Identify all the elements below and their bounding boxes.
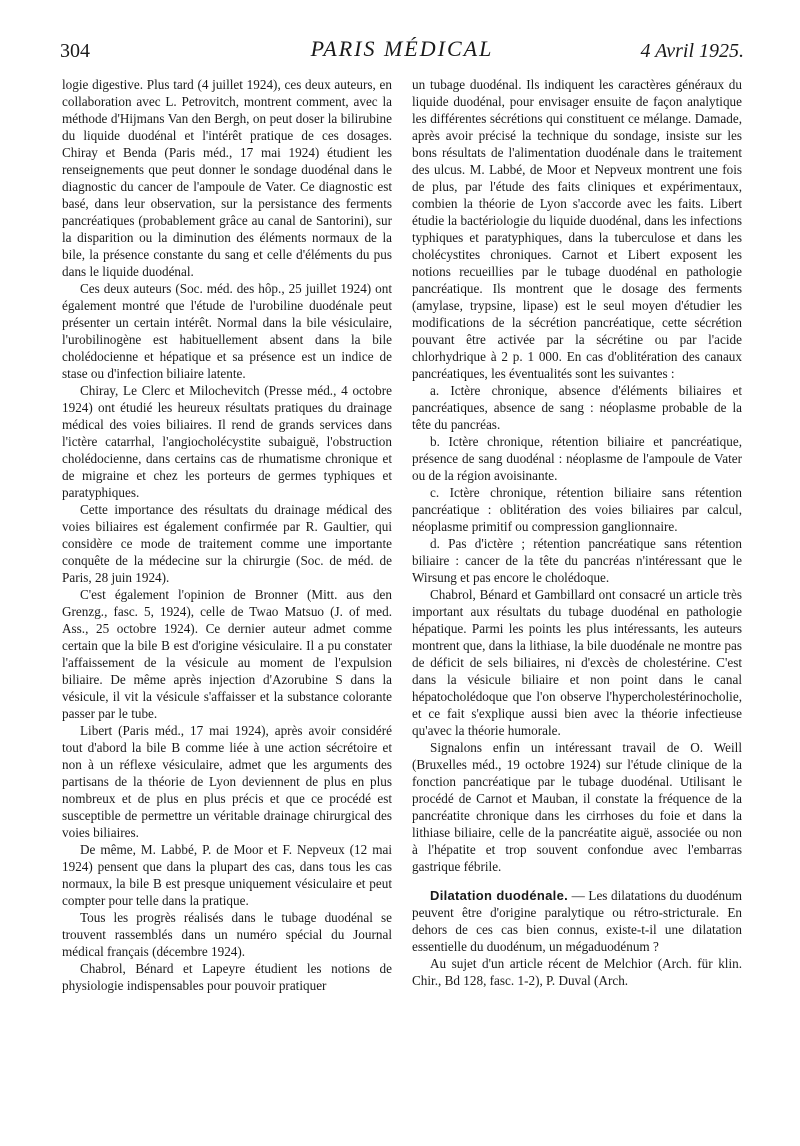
section-paragraph [412,887,742,955]
right-column [412,76,742,989]
paragraph: Au sujet d'un article récent de Melchior (Arch. für klin. Chir., Bd 128, fasc. 1-2), P. Duval (Arch. [412,956,742,988]
list-item-d: d. Pas d'ictère ; rétention pancréatique sans rétention biliaire : cancer de la tête du pancréas n'intéressant que le Wirsung et pas encore le cholédoque. [412,536,742,585]
list-item-b: b. Ictère chronique, rétention biliaire et pancréatique, présence de sang duodénal : néoplasme de l'ampoule de Vater ou de la région avoisinante. [412,434,742,483]
section-gap [412,875,742,887]
paragraph: Libert (Paris méd., 17 mai 1924), après avoir considéré tout d'abord la bile B comme liée à une action sécrétoire et non à un réflexe vésiculaire, admet que les arguments des partisans de la théorie de Lyon deviennent de plus en plus nombreux et de plus en plus précis et que ce procédé est susceptible de permettre un véritable drainage chirurgical des voies biliaires. [62,723,392,840]
paragraph: Signalons enfin un intéressant travail de O. Weill (Bruxelles méd., 19 octobre 1924) sur l'étude clinique de la fonction pancréatique par le tubage duodénal. Utilisant le procédé de Carnot et Mauban, il constate la fréquence de la pancréatite chronique dans les cirrhoses du foie et dans la lithiase biliaire, celle de la pancréatite aiguë, associée ou non à l'hépatite et trop souvent confondue avec l'embarras gastrique fébrile. [412,740,742,874]
paragraph: Cette importance des résultats du drainage médical des voies biliaires est également confirmée par R. Gaultier, qui considère ce mode de traitement comme une importante conquête de la médecine sur la chirurgie (Soc. de méd. de Paris, 28 juin 1924). [62,502,392,585]
paragraph: De même, M. Labbé, P. de Moor et F. Nepveux (12 mai 1924) pensent que dans la plupart des cas, dans tous les cas normaux, la bile B est presque uniquement vésiculaire et peut compter pour telle dans la pratique. [62,842,392,908]
paragraph: Ces deux auteurs (Soc. méd. des hôp., 25 juillet 1924) ont également montré que l'étude de l'urobiline duodénale peut présenter un certain intérêt. Normal dans la bile vésiculaire, l'urobilinogène est habituellement absent dans la bile cholédocienne et hépatique et sa présence est un indice de stase ou d'infection biliaire latente. [62,281,392,381]
list-item-a: a. Ictère chronique, absence d'éléments biliaires et pancréatiques, absence de sang : néoplasme probable de la tête du pancréas. [412,383,742,432]
paragraph: C'est également l'opinion de Bronner (Mitt. aus den Grenzg., fasc. 5, 1924), celle de Twao Matsuo (J. of med. Ass., 25 octobre 1924). Ce dernier auteur admet comme certain que la bile B est d'origine vésiculaire. Il a pu constater l'affaissement de la vésicule au moment de l'expulsion biliaire. De même après injection d'Azorubine S dans la vésicule, il vit la vésicule s'affaisser et la substance colorante passer par le tube. [62,587,392,721]
page-number: 304 [60,40,90,62]
paragraph: Chiray, Le Clerc et Milochevitch (Presse méd., 4 octobre 1924) ont étudié les heureux résultats pratiques du drainage médical des voies biliaires. Il rend de grands services dans l'ictère catarrhal, l'angiocholécystite subaiguë, l'obstruction cholédocienne, dans certains cas de rhumatisme chronique et de migraine et chez les porteurs de germes typhiques et paratyphiques. [62,383,392,500]
paragraph: logie digestive. Plus tard (4 juillet 1924), ces deux auteurs, en collaboration avec L. Petrovitch, montrent comment, avec la méthode d'Hijmans Van den Bergh, on peut doser la bilirubine du liquide duodénal et l'intérêt pratique de ces dosages. Chiray et Benda (Paris méd., 17 mai 1924) étudient les renseignements que peut donner le sondage duodénal dans le diagnostic du cancer de l'ampoule de Vater. Ce diagnostic est basé, dans leur observation, sur la persistance des ferments pancréatiques (probablement grâce au canal de Santorini), sur la disparition ou la diminution des éléments normaux de la bile, la présence constante du sang et celle d'éléments du pus dans le liquide duodénal. [62,77,392,279]
paragraph: Tous les progrès réalisés dans le tubage duodénal se trouvent rassemblés dans un numéro spécial du Journal médical français (décembre 1924). [62,910,392,959]
paragraph: Chabrol, Bénard et Lapeyre étudient les notions de physiologie indispensables pour pouvoir pratiquer [62,961,392,993]
paragraph: un tubage duodénal. Ils indiquent les caractères généraux du liquide duodénal, pour envisager ensuite de façon analytique les différentes sécrétions qui constituent ce mélange. Damade, après avoir précisé la technique du sondage, insiste sur les bons résultats de l'alimentation duodénale dans le traitement des ulcus. M. Labbé, de Moor et Nepveux montrent une fois de plus, par l'étude des faits cliniques et expérimentaux, combien la théorie de Lyon s'accorde avec les faits. Libert étudie la bactériologie du liquide duodénal, dans les infections typhiques et paratyphiques, dans la tuberculose et dans les cholécystites chroniques. Carnot et Libert exposent les notions recueillies par le tubage duodénal en pathologie pancréatique. Ils montrent que le dosage des ferments (amylase, trypsine, lipase) est le seul moyen d'étudier les modifications de la sécrétion pancréatique, cette sécrétion pouvant être activée par la sécrétine ou par l'acide chlorhydrique à 2 p. 1 000. En cas d'oblitération des canaux pancréatiques, les éventualités sont les suivantes : [412,77,742,381]
issue-date: 4 Avril 1925. [640,40,744,62]
list-item-c: c. Ictère chronique, rétention biliaire sans rétention pancréatique : oblitération des voies biliaires par calcul, néoplasme primitif ou compression ganglionnaire. [412,485,742,534]
section-title: Dilatation duodénale. [430,888,569,903]
page-header [60,30,744,66]
section-text: — Les dilatations du duodénum peuvent être d'origine paralytique ou rétro-stricturale. En dehors de ces cas bien connus, existe-t-il une dilatation essentielle du duodénum, un mégaduodénum ? [412,888,742,954]
paragraph: Chabrol, Bénard et Gambillard ont consacré un article très important aux résultats du tubage duodénal en pathologie hépatique. Parmi les points les plus intéressants, les auteurs montrent que, dans la lithiase, la bile duodénale ne montre pas de déficit de sels biliaires, ni d'excès de cholestérine. C'est dans la vésicule biliaire et non point dans le canal hépatocholédoque que l'on observe l'hypercholestérinocholie, et ce fait s'explique aussi bien avec la théorie infectieuse qu'avec la théorie humorale. [412,587,742,738]
journal-title: PARIS MÉDICAL [310,36,494,61]
left-column [62,76,392,994]
